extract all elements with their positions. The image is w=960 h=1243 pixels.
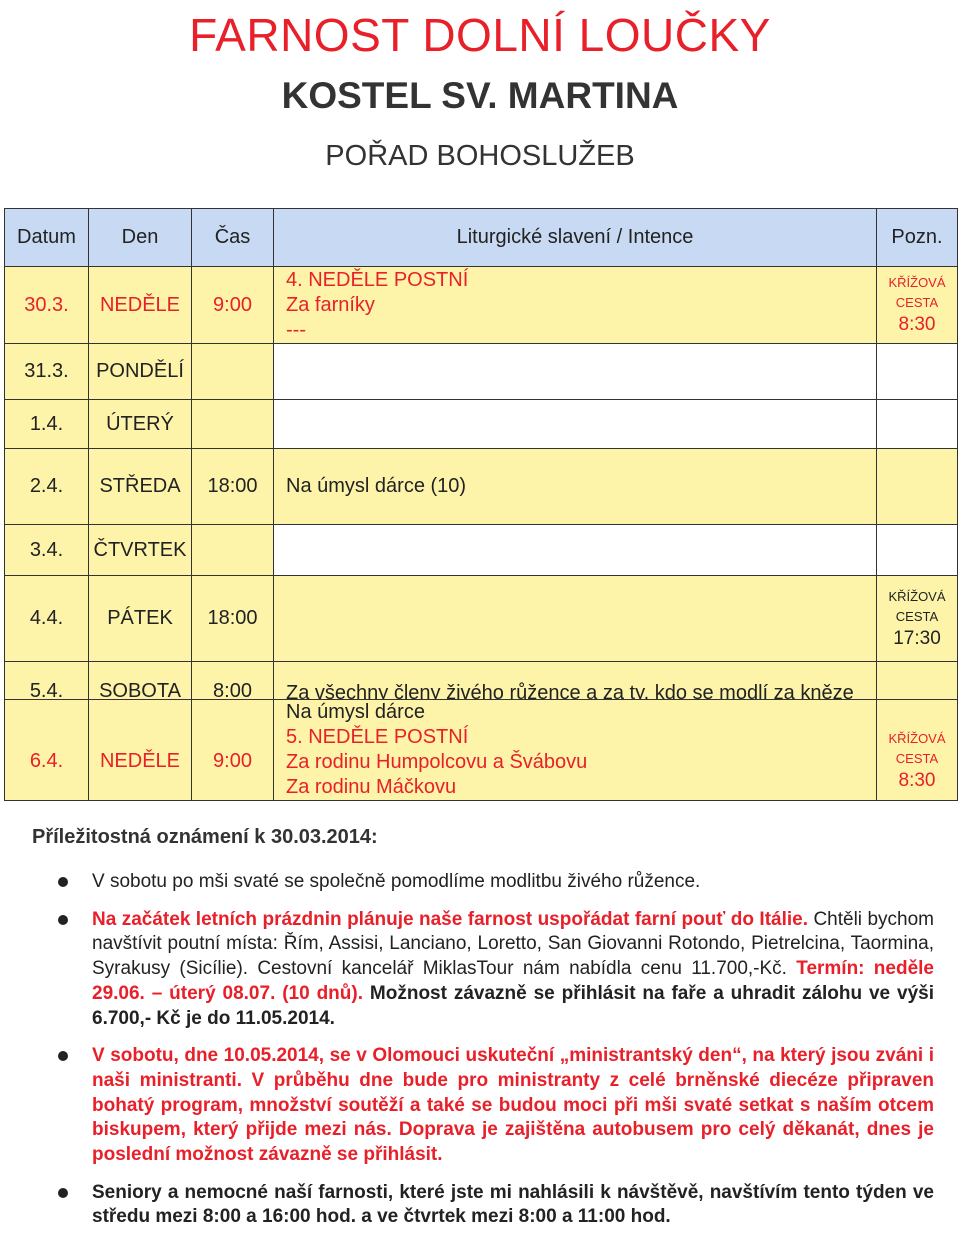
table-row <box>5 267 958 344</box>
note-line: CESTA <box>895 751 939 766</box>
row-time: 18:00 <box>192 449 274 525</box>
row-note <box>877 400 958 449</box>
bullet-icon <box>58 877 68 887</box>
row-time <box>192 525 274 576</box>
row-note <box>877 449 958 525</box>
row-liturgy <box>274 576 877 662</box>
liturgy-line: --- <box>286 318 306 341</box>
row-date: 31.3. <box>5 344 89 400</box>
row-liturgy <box>274 525 877 576</box>
note-time: 17:30 <box>893 627 941 649</box>
note-line: CESTA <box>895 608 939 624</box>
row-day: ČTVRTEK <box>89 525 192 576</box>
bullet-icon <box>58 1051 68 1061</box>
row-note <box>877 700 958 801</box>
list-item <box>58 908 934 1032</box>
notice-text: Seniory a nemocné naší farnosti, které jste mi nahlásili k návštěvě, navštívím tento týden ve středu mezi 8:00 a 16:00 hod. a ve čtvrtek mezi 8:00 a 11:00 hod. <box>92 1181 934 1228</box>
row-liturgy <box>274 344 877 400</box>
service-schedule-table-cont <box>4 699 958 801</box>
table-header-row <box>5 209 958 267</box>
note-line: KŘÍŽOVÁ <box>888 275 946 290</box>
parish-title: FARNOST DOLNÍ LOUČKY <box>189 9 771 61</box>
notice-text: V sobotu, dne 10.05.2014, se v Olomouci uskuteční „ministrantský den“, na který jsou zváni i naši ministranti. V průběhu dne bude pro ministranty z celé brněnské diecéze připraven bohatý program, množství soutěží a také se budou moci při mši svaté setkat s naším otcem biskupem, který přijde mezi nás. Doprava je zajištěna autobusem pro celý děkanát, dnes je poslední možnost závazně se přihlásit. <box>92 1045 934 1166</box>
church-title: KOSTEL SV. MARTINA <box>281 75 679 116</box>
note-line: CESTA <box>895 295 939 310</box>
notice-bold: Možnost závazně se přihlásit na faře a uhradit zálohu ve výši 6.700,- Kč je do 11.05.2014. <box>92 982 934 1029</box>
row-date: 3.4. <box>5 525 89 576</box>
list-item <box>58 1044 934 1168</box>
row-date: 1.4. <box>5 400 89 449</box>
col-header-day: Den <box>89 209 192 267</box>
col-header-liturgy: Liturgické slavení / Intence <box>274 209 877 267</box>
row-day: SOBOTA <box>89 662 192 721</box>
row-note <box>877 267 958 344</box>
liturgy-line: Za rodinu Humpolcovu a Švábovu <box>286 751 588 773</box>
row-time <box>192 400 274 449</box>
liturgy-line: Za rodinu Máčkovu <box>286 776 457 798</box>
row-day: NEDĚLE <box>89 267 192 344</box>
row-date: 5.4. <box>5 662 89 721</box>
note-time: 8:30 <box>898 770 936 791</box>
row-time: 8:00 <box>192 662 274 721</box>
list-item <box>58 870 934 895</box>
row-date: 6.4. <box>5 700 89 801</box>
notices-list <box>58 870 934 1243</box>
row-day: PONDĚLÍ <box>89 344 192 400</box>
table-row <box>5 576 958 662</box>
row-liturgy <box>274 267 877 344</box>
row-note <box>877 525 958 576</box>
table-row <box>5 449 958 525</box>
liturgy-line: 5. NEDĚLE POSTNÍ <box>286 726 469 748</box>
row-time <box>192 344 274 400</box>
row-note <box>877 344 958 400</box>
bullet-icon <box>58 915 68 925</box>
row-time: 9:00 <box>192 267 274 344</box>
liturgy-line: Na úmysl dárce <box>286 701 425 723</box>
row-liturgy <box>274 700 877 801</box>
col-header-note: Pozn. <box>877 209 958 267</box>
row-day: ÚTERÝ <box>89 400 192 449</box>
row-day: STŘEDA <box>89 449 192 525</box>
row-day: NEDĚLE <box>89 700 192 801</box>
liturgy-line: Na úmysl dárce (10) <box>286 475 467 497</box>
table-row <box>5 400 958 449</box>
col-header-date: Datum <box>5 209 89 267</box>
row-date: 2.4. <box>5 449 89 525</box>
note-line: KŘÍŽOVÁ <box>888 588 946 604</box>
notices-title: Příležitostná oznámení k 30.03.2014: <box>32 826 378 848</box>
row-day: PÁTEK <box>89 576 192 662</box>
row-time: 18:00 <box>192 576 274 662</box>
notice-highlight: Na začátek letních prázdnin plánuje naše farnost uspořádat farní pouť do Itálie. <box>92 908 809 930</box>
list-item <box>58 1181 934 1230</box>
note-line: KŘÍŽOVÁ <box>888 731 946 746</box>
row-liturgy <box>274 400 877 449</box>
row-date: 30.3. <box>5 267 89 344</box>
liturgy-line: Za farníky <box>286 293 375 316</box>
bullet-icon <box>58 1188 68 1198</box>
note-time: 8:30 <box>898 314 936 335</box>
notice-text: Chtěli bychom navštívit poutní místa: Řím, Assisi, Lanciano, Loretto, San Giovanni Rotondo, Pietrelcina, Taormina, Syrakusy (Sicílie). Cestovní kancelář MiklasTour nám nabídla cenu 11.700,-Kč. <box>92 908 934 980</box>
table-row <box>5 344 958 400</box>
notice-text: V sobotu po mši svaté se společně pomodlíme modlitbu živého růžence. <box>92 871 701 892</box>
row-time: 9:00 <box>192 700 274 801</box>
table-row <box>5 525 958 576</box>
liturgy-line: 4. NEDĚLE POSTNÍ <box>286 268 469 291</box>
service-schedule-table <box>4 208 958 721</box>
notice-term: Termín: neděle 29.06. – úterý 08.07. (10 dnů). <box>92 958 934 1004</box>
row-date: 4.4. <box>5 576 89 662</box>
liturgy-line: Za všechny členy živého růžence a za ty, kdo se modlí za kněze <box>286 681 854 704</box>
row-liturgy <box>274 449 877 525</box>
schedule-heading: POŘAD BOHOSLUŽEB <box>325 140 635 172</box>
row-note <box>877 576 958 662</box>
table-row <box>5 700 958 801</box>
col-header-time: Čas <box>192 209 274 267</box>
